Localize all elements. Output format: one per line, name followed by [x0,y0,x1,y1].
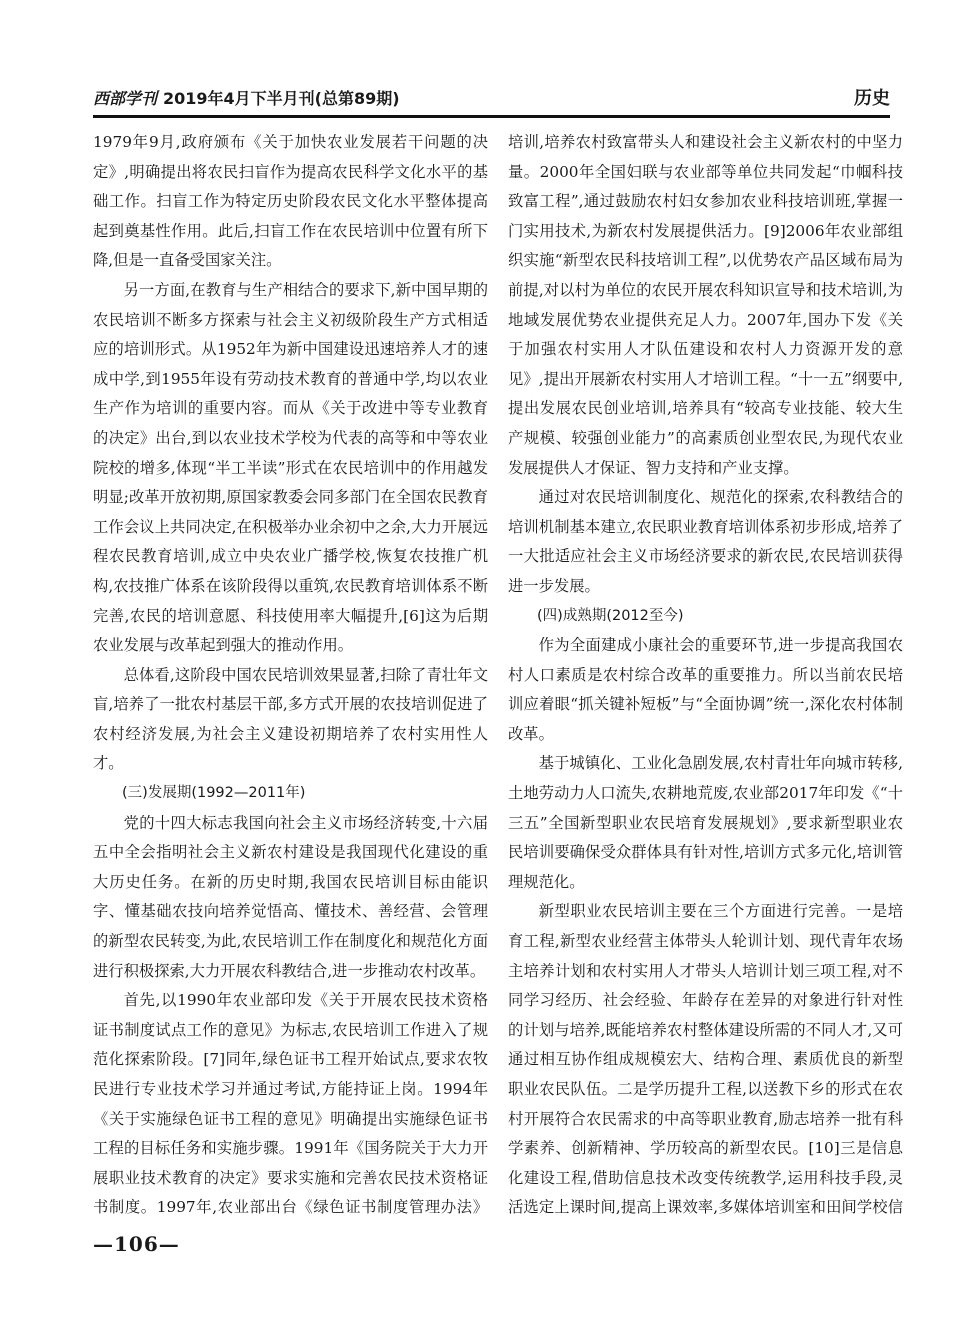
subsection-heading: (三)发展期(1992—2011年) [122,785,306,802]
page-number: —106— [93,1232,180,1256]
header-rule [93,115,890,118]
issue-label: 2019年4月下半月刊(总第89期) [163,89,400,108]
paragraph: 作为全面建成小康社会的重要环节,进一步提高我国农村人口素质是农村综合改革的重要推力。所以当前农民培训应着眼“抓关键补短板”与“全面协调”统一,深化农村体制改革。 [508,636,903,743]
paragraph: 通过对农民培训制度化、规范化的探索,农科教结合的培训机制基本建立,农民职业教育培训体系初步形成,培养了一大批适应社会主义市场经济要求的新农民,农民培训获得进一步发展。 [508,488,903,595]
paragraph: 基于城镇化、工业化急剧发展,农村青壮年向城市转移,土地劳动力人口流失,农耕地荒废,农业部2017年印发《“十三五”全国新型职业农民培育发展规划》,要求新型职业农民培训要确保受众群体具有针对性,培训方式多元化,培训管理规范化。 [508,754,903,891]
paragraph: 1979年9月,政府颁布《关于加快农业发展若干问题的决定》,明确提出将农民扫盲作为提高农民科学文化水平的基础工作。扫盲工作为特定历史阶段农民文化水平整体提高起到奠基性作用。此后,扫盲工作在农民培训中位置有所下降,但是一直备受国家关注。 [93,133,488,270]
subsection-heading: (四)成熟期(2012至今) [537,607,684,624]
paragraph: 新型职业农民培训主要在三个方面进行完善。一是培育工程,新型农业经营主体带头人轮训计划、现代青年农场主培养计划和农村实用人才带头人培训计划三项工程,对不同学习经历、社会经验、年龄存在差异的对象进行针对性的计划与培养,既能培养农村整体建设所需的不同人才,又可通过相互协作组成规模宏大、结构合理、素质优良的新型职业农民队伍。二是学历提升工程,以送教下乡的形式在农村开展符合农民需求的中高等职业教育,励志培养一批有科学素养、创新精神、学历较高的新型农民。[10]三是信息化建设工程,借助信息技术改变传统教学,运用科技手段,灵活选定上课时间,提高上课效率,多媒体培训室和田间学校信 [508,902,903,1217]
page-header [93,80,890,118]
journal-name: 西部学刊 [93,89,158,108]
section-label: 历史 [854,88,890,109]
paragraph: 培训,培养农村致富带头人和建设社会主义新农村的中坚力量。2000年全国妇联与农业部等单位共同发起“巾帼科技致富工程”,通过鼓励农村妇女参加农业科技培训班,掌握一门实用技术,为新农村发展提供活力。[9]2006年农业部组织实施“新型农民科技培训工程”,以优势农产品区域布局为前提,对以村为单位的农民开展农科知识宣导和技术培训,为地域发展优势农业提供充足人力。2007年,国办下发《关于加强农村实用人才队伍建设和农村人力资源开发的意见》,提出开展新农村实用人才培训工程。“十一五”纲要中,提出发展农民创业培训,培养具有“较高专业技能、较大生产规模、较强创业能力”的高素质创业型农民,为现代农业发展提供人才保证、智力支持和产业支撑。 [508,133,903,477]
paragraph: 总体看,这阶段中国农民培训效果显著,扫除了青壮年文盲,培养了一批农村基层干部,多方式开展的农技培训促进了农村经济发展,为社会主义建设初期培养了农村实用性人才。 [93,665,488,773]
right-column [508,128,903,1218]
paragraph: 另一方面,在教育与生产相结合的要求下,新中国早期的农民培训不断多方探索与社会主义初级阶段生产方式相适应的培训形式。从1952年为新中国建设迅速培养人才的速成中学,到1955年设有劳动技术教育的普通中学,均以农业生产作为培训的重要内容。而从《关于改进中等专业教育的决定》出台,到以农业技术学校为代表的高等和中等农业院校的增多,体现“半工半读”形式在农民培训中的作用越发明显;改革开放初期,原国家教委会同多部门在全国农民教育工作会议上共同决定,在积极举办业余初中之余,大力开展远程农民教育培训,成立中央农业广播学校,恢复农技推广机构,农技推广体系在该阶段得以重筑,农民教育培训体系不断完善,农民的培训意愿、科技使用率大幅提升,[6]这为后期农业发展与改革起到强大的推动作用。 [93,280,488,655]
paragraph: 首先,以1990年农业部印发《关于开展农民技术资格证书制度试点工作的意见》为标志,农民培训工作进入了规范化探索阶段。[7]同年,绿色证书工程开始试点,要求农牧民进行专业技术学习并通过考试,方能持证上岗。1994年《关于实施绿色证书工程的意见》明确提出实施绿色证书工程的目标任务和实施步骤。1991年《国务院关于大力开展职业技术教育的决定》要求实施和完善农民技术资格证书制度。1997年,农业部出台《绿色证书制度管理办法》 [93,991,488,1217]
journal-info [93,86,400,109]
left-column [93,128,488,1218]
paragraph: 党的十四大标志我国向社会主义市场经济转变,十六届五中全会指明社会主义新农村建设是我国现代化建设的重大历史任务。在新的历史时期,我国农民培训目标由能识字、懂基础农技向培养觉悟高、懂技术、善经营、会管理的新型农民转变,为此,农民培训工作在制度化和规范化方面进行积极探索,大力开展农科教结合,进一步推动农村改革。 [93,813,488,980]
